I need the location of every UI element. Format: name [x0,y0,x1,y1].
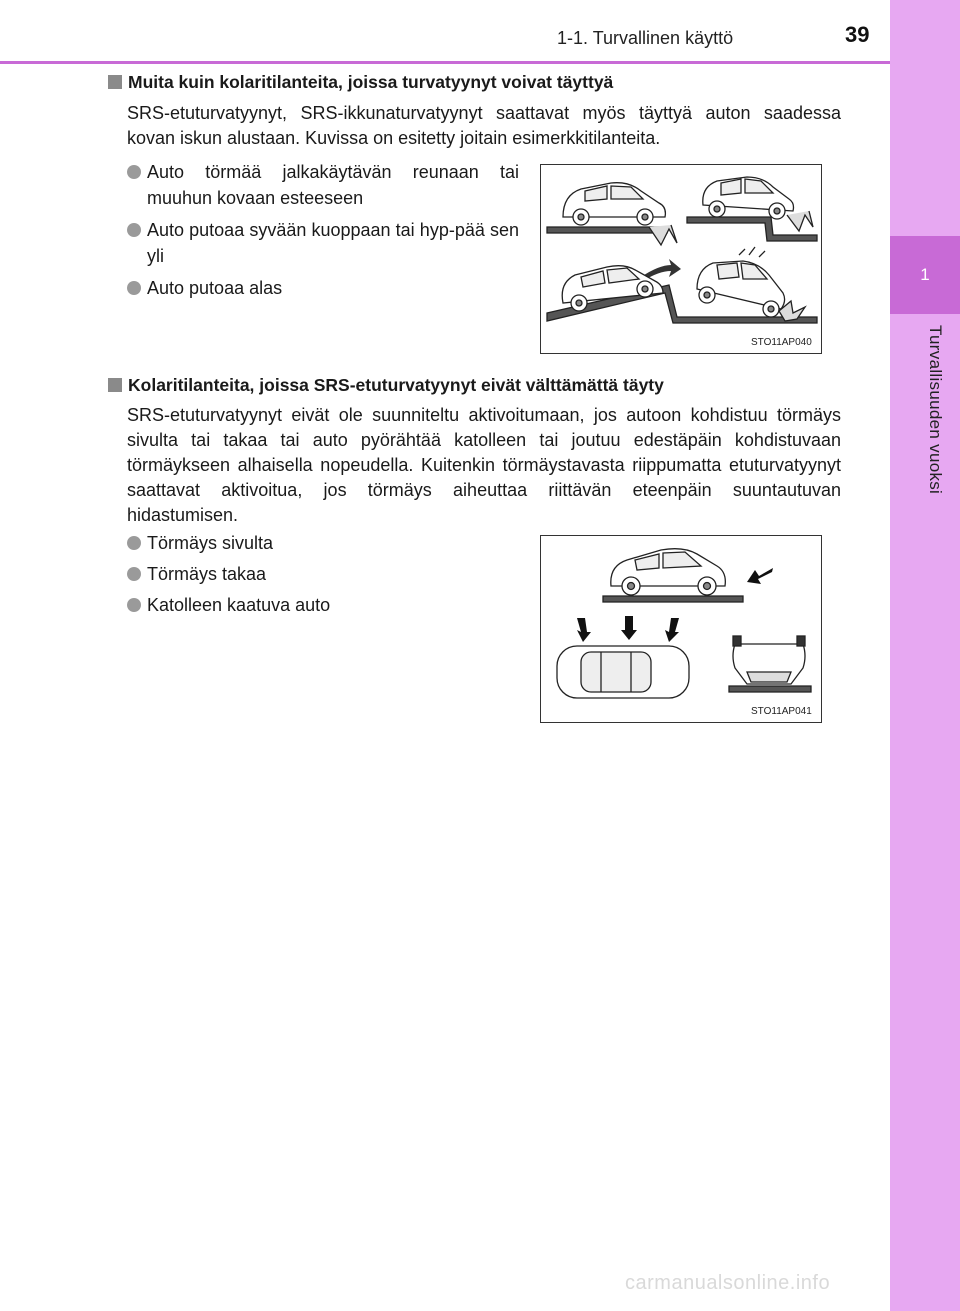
section1-bullet-list [127,159,519,301]
bullet-icon [127,223,141,237]
section2-bullet-list [127,530,487,618]
side-impact-arrow-icon [577,618,591,642]
list-item: Törmäys sivulta [127,530,487,556]
list-item: Auto putoaa alas [127,275,519,301]
header-title: 1-1. Turvallinen käyttö [557,28,734,48]
square-bullet-icon [108,378,122,392]
section2-paragraph: SRS-etuturvatyynyt eivät ole suunniteltu aktivoitumaan, jos autoon kohdistuu törmäys sivulta tai takaa tai auto pyörähtää katolleen tai joutuu edestäpäin kohdistuvaan törmäykseen alhaisella nopeudella. Kuitenkin törmäystavasta riippumatta etuturvatyynyt saattavat aktivoitua, jos törmäys aiheuttaa riittävän eteenpäin suuntautuvan hidastumisen. [127,405,841,525]
chapter-label: Turvallisuuden vuoksi [926,325,945,495]
header-rule [0,61,890,64]
car-side-illustration [603,549,743,602]
car-falling-illustration [697,247,805,321]
list-item: Törmäys takaa [127,561,487,587]
section2-heading: Kolaritilanteita, joissa SRS-etuturvatyynyt eivät välttämättä täyty [108,375,664,396]
figure-code: STO11AP041 [751,706,812,717]
chapter-number: 1 [890,236,960,314]
bullet-icon [127,598,141,612]
figure-impact-undercarriage [540,164,822,354]
list-item: Auto törmää jalkakäytävän reunaan tai muuhun kovaan esteeseen [127,159,519,211]
side-impact-arrow-icon [665,618,679,642]
side-tab [890,0,960,1311]
rear-impact-arrow-icon [747,568,773,584]
car-top-illustration [557,646,689,698]
figure-no-deploy-collisions [540,535,822,723]
bullet-icon [127,165,141,179]
section1-heading: Muita kuin kolaritilanteita, joissa turvatyynyt voivat täyttyä [108,72,613,93]
side-impact-arrow-icon [621,616,637,640]
bullet-icon [127,536,141,550]
figure-code: STO11AP040 [751,337,812,348]
watermark: carmanualsonline.info [625,1272,831,1294]
list-item: Katolleen kaatuva auto [127,592,487,618]
list-item: Auto putoaa syvään kuoppaan tai hyp-pää sen yli [127,217,519,269]
car-curb-illustration [547,183,677,245]
square-bullet-icon [108,75,122,89]
collision-types-illustration [541,536,821,722]
car-impact-illustration [541,165,821,353]
car-overturned-illustration [729,636,811,692]
car-bump-illustration [687,177,817,241]
section1-paragraph: SRS-etuturvatyynyt, SRS-ikkunaturvatyynyt saattavat myös täyttyä auton saadessa kovan iskun alustaan. Kuvissa on esitetty joitain esimerkkitilanteita. [127,103,841,148]
bullet-icon [127,281,141,295]
page-number: 39 [845,22,870,47]
bullet-icon [127,567,141,581]
